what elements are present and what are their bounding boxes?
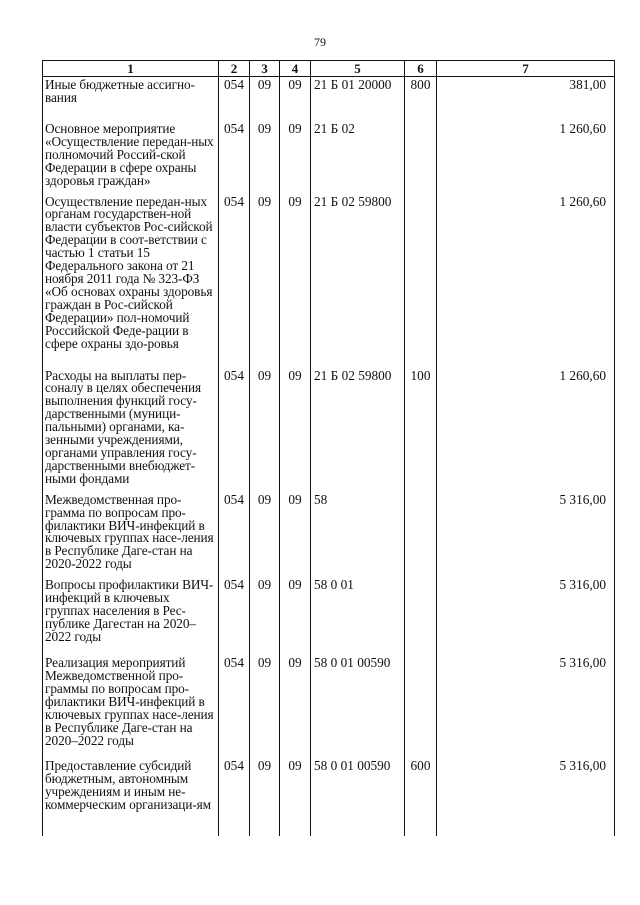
row-name: Предоставление субсидий бюджетным, автономным учреждениям и иным не-коммерческим организаци-ям xyxy=(43,758,219,836)
row-name: Расходы на выплаты пер-соналу в целях обеспечения выполнения функций госу-дарственными (муници-пальными) органами, ка-зенными учреждениями, органами управления госу-дарственными внебюджет-ными фондами xyxy=(43,368,219,492)
row-sum: 1 260,60 xyxy=(437,368,615,492)
row-rz: 09 xyxy=(250,492,280,577)
table-row xyxy=(43,758,615,836)
row-vr: 100 xyxy=(405,368,437,492)
row-rz: 09 xyxy=(250,758,280,836)
row-vr xyxy=(405,655,437,758)
table-row xyxy=(43,655,615,758)
table-body xyxy=(43,77,615,837)
row-ved: 054 xyxy=(219,577,250,655)
header-col-6: 6 xyxy=(405,61,437,77)
row-pr: 09 xyxy=(280,368,311,492)
row-ved: 054 xyxy=(219,194,250,368)
row-rz: 09 xyxy=(250,77,280,122)
header-col-2: 2 xyxy=(219,61,250,77)
row-sum: 5 316,00 xyxy=(437,655,615,758)
row-csr: 58 0 01 xyxy=(311,577,405,655)
row-ved: 054 xyxy=(219,77,250,122)
row-sum: 1 260,60 xyxy=(437,194,615,368)
row-ved: 054 xyxy=(219,492,250,577)
header-col-4: 4 xyxy=(280,61,311,77)
row-rz: 09 xyxy=(250,655,280,758)
row-vr xyxy=(405,121,437,194)
table-row xyxy=(43,77,615,122)
row-vr xyxy=(405,577,437,655)
table-row xyxy=(43,121,615,194)
row-ved: 054 xyxy=(219,758,250,836)
row-pr: 09 xyxy=(280,492,311,577)
row-ved: 054 xyxy=(219,121,250,194)
row-csr: 58 0 01 00590 xyxy=(311,758,405,836)
table-row xyxy=(43,368,615,492)
row-csr: 21 Б 02 xyxy=(311,121,405,194)
row-pr: 09 xyxy=(280,77,311,122)
table-row xyxy=(43,492,615,577)
row-csr: 21 Б 01 20000 xyxy=(311,77,405,122)
header-col-3: 3 xyxy=(250,61,280,77)
row-pr: 09 xyxy=(280,577,311,655)
row-pr: 09 xyxy=(280,758,311,836)
row-rz: 09 xyxy=(250,121,280,194)
row-name: Осуществление передан-ных органам государствен-ной власти субъектов Рос-сийской Федерации в соот-ветствии с частью 1 статьи 15 Федерального закона от 21 ноября 2011 года № 323-ФЗ «Об основах охраны здоровья граждан в Рос-сийской Федерации» пол-номочий Российской Феде-рации в сфере охраны здо-ровья xyxy=(43,194,219,368)
row-rz: 09 xyxy=(250,368,280,492)
row-pr: 09 xyxy=(280,121,311,194)
header-col-7: 7 xyxy=(437,61,615,77)
row-sum: 381,00 xyxy=(437,77,615,122)
row-csr: 21 Б 02 59800 xyxy=(311,194,405,368)
row-name: Вопросы профилактики ВИЧ-инфекций в ключевых группах населения в Рес-публике Дагестан на 2020–2022 годы xyxy=(43,577,219,655)
row-rz: 09 xyxy=(250,577,280,655)
budget-table xyxy=(42,60,615,836)
row-sum: 5 316,00 xyxy=(437,758,615,836)
row-ved: 054 xyxy=(219,655,250,758)
row-pr: 09 xyxy=(280,655,311,758)
row-ved: 054 xyxy=(219,368,250,492)
row-rz: 09 xyxy=(250,194,280,368)
row-csr: 21 Б 02 59800 xyxy=(311,368,405,492)
row-vr xyxy=(405,492,437,577)
row-vr xyxy=(405,194,437,368)
row-sum: 5 316,00 xyxy=(437,577,615,655)
row-name: Основное мероприятие «Осуществление передан-ных полномочий Россий-ской Федерации в сфере охраны здоровья граждан» xyxy=(43,121,219,194)
row-pr: 09 xyxy=(280,194,311,368)
row-name: Межведомственная про-грамма по вопросам про-филактики ВИЧ-инфекций в ключевых группах насе-ления в Республике Даге-стан на 2020-2022 годы xyxy=(43,492,219,577)
table-header xyxy=(43,61,615,77)
header-col-1: 1 xyxy=(43,61,219,77)
header-col-5: 5 xyxy=(311,61,405,77)
table-row xyxy=(43,194,615,368)
row-sum: 5 316,00 xyxy=(437,492,615,577)
row-vr: 600 xyxy=(405,758,437,836)
page-number: 79 xyxy=(314,35,326,49)
row-csr: 58 xyxy=(311,492,405,577)
table-row xyxy=(43,577,615,655)
row-name: Иные бюджетные ассигно-вания xyxy=(43,77,219,122)
row-vr: 800 xyxy=(405,77,437,122)
row-name: Реализация мероприятий Межведомственной про-граммы по вопросам про-филактики ВИЧ-инфекций в ключевых группах насе-ления в Республике Даге-стан на 2020–2022 годы xyxy=(43,655,219,758)
row-sum: 1 260,60 xyxy=(437,121,615,194)
row-csr: 58 0 01 00590 xyxy=(311,655,405,758)
